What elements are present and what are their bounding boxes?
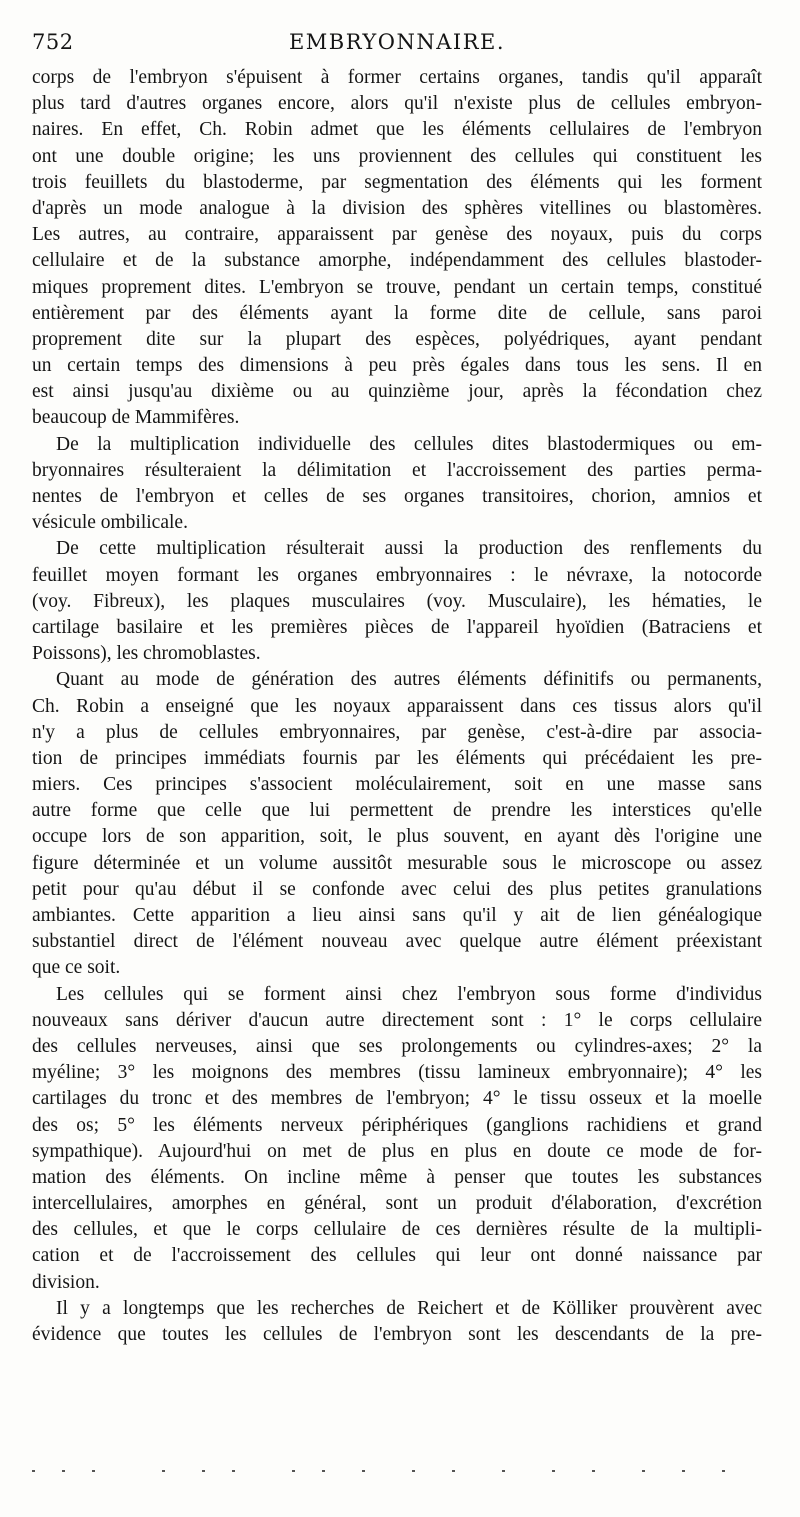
text-line: proprement dite sur la plupart des espèces, polyédriques, ayant pendant [32, 328, 762, 350]
scan-dot [92, 1470, 95, 1472]
text-line: (voy. Fibreux), les plaques musculaires (voy. Musculaire), les hématies, le [32, 590, 762, 612]
text-line: ambiantes. Cette apparition a lieu ainsi sans qu'il y ait de lien généalogique [32, 905, 762, 926]
text-line: miques proprement dites. L'embryon se trouve, pendant un certain temps, constitué [32, 276, 762, 298]
text-line: De cette multiplication résulterait aussi la production des renflements du [56, 538, 762, 560]
text-line: des cellules nerveuses, ainsi que ses prolongements ou cylindres-axes; 2° la [32, 1035, 762, 1057]
text-line: intercellulaires, amorphes en général, sont un produit d'élaboration, d'excrétion [32, 1193, 762, 1215]
text-line: Les autres, au contraire, apparaissent par genèse des noyaux, puis du corps [32, 224, 762, 246]
text-line: Les cellules qui se forment ainsi chez l'embryon sous forme d'individus [56, 983, 762, 1005]
text-line: substantiel direct de l'élément nouveau avec quelque autre élément préexistant [32, 931, 762, 953]
text-line: des cellules, et que le corps cellulaire de ces dernières résulte de la multipli- [32, 1219, 762, 1241]
text-line: Poissons), les chromoblastes. [32, 643, 261, 665]
text-line: ont une double origine; les uns proviennent des cellules qui constituent les [32, 145, 762, 167]
scan-dot [32, 1470, 35, 1472]
page-header [32, 30, 762, 60]
text-line: autre forme que celle que lui permettent de prendre les interstices qu'elle [32, 800, 762, 822]
text-line: mation des éléments. On incline même à penser que toutes les substances [32, 1166, 762, 1188]
body-text [32, 65, 762, 1348]
scan-dot [322, 1470, 325, 1472]
text-line: Quant au mode de génération des autres éléments définitifs ou permanents, [56, 669, 762, 691]
scan-dot [292, 1470, 295, 1472]
text-line: petit pour qu'au début il se confonde avec celui des plus petites granulations [32, 878, 762, 900]
scan-dot [202, 1470, 205, 1472]
scan-dot [62, 1470, 65, 1472]
running-title: EMBRYONNAIRE. [288, 30, 506, 54]
scan-dot [232, 1470, 235, 1472]
text-line: corps de l'embryon s'épuisent à former certains organes, tandis qu'il apparaît [32, 67, 762, 88]
scan-dot [722, 1470, 725, 1472]
text-line: un certain temps des dimensions à peu près égales dans tous les sens. Il en [32, 355, 762, 377]
text-line: myéline; 3° les moignons des membres (tissu lamineux embryonnaire); 4° les [32, 1062, 762, 1084]
text-line: cartilages du tronc et des membres de l'embryon; 4° le tissu osseux et la moelle [32, 1088, 762, 1110]
text-line: des os; 5° les éléments nerveux périphériques (ganglions rachidiens et grand [32, 1114, 762, 1136]
text-line: plus tard d'autres organes encore, alors qu'il n'existe plus de cellules embryon- [32, 93, 762, 115]
scan-dot [592, 1470, 595, 1472]
footer-dots [32, 1470, 762, 1480]
scan-dot [552, 1470, 555, 1472]
text-line: miers. Ces principes s'associent moléculairement, soit en une masse sans [32, 774, 762, 796]
scan-dot [642, 1470, 645, 1472]
text-line: cellulaire et de la substance amorphe, indépendamment des cellules blastoder- [32, 250, 762, 272]
scan-dot [502, 1470, 505, 1472]
text-line: De la multiplication individuelle des cellules dites blastodermiques ou em- [56, 433, 762, 455]
text-line: entièrement par des éléments ayant la forme dite de cellule, sans paroi [32, 302, 762, 324]
text-line: feuillet moyen formant les organes embryonnaires : le névraxe, la notocorde [32, 564, 762, 586]
text-line: cation et de l'accroissement des cellules qui leur ont donné naissance par [32, 1245, 762, 1267]
text-line: nouveaux sans dériver d'aucun autre directement sont : 1° le corps cellulaire [32, 1009, 762, 1031]
text-line: nentes de l'embryon et celles de ses organes transitoires, chorion, amnios et [32, 486, 762, 507]
text-line: vésicule ombilicale. [32, 512, 188, 534]
scan-dot [452, 1470, 455, 1472]
text-line: cartilage basilaire et les premières pièces de l'appareil hyoïdien (Batraciens et [32, 616, 762, 638]
text-line: d'après un mode analogue à la division des sphères vitellines ou blastomères. [32, 197, 762, 219]
text-line: beaucoup de Mammifères. [32, 407, 240, 429]
text-line: n'y a plus de cellules embryonnaires, par genèse, c'est-à-dire par associa- [32, 721, 762, 743]
text-line: sympathique). Aujourd'hui on met de plus en plus en doute ce mode de for- [32, 1140, 762, 1162]
scan-dot [362, 1470, 365, 1472]
text-line: occupe lors de son apparition, soit, le plus souvent, en ayant dès l'origine une [32, 826, 762, 848]
scan-dot [412, 1470, 415, 1472]
text-line: figure déterminée et un volume aussitôt mesurable sous le microscope ou assez [32, 852, 762, 874]
text-line: Il y a longtemps que les recherches de Reichert et de Kölliker prouvèrent avec [56, 1297, 762, 1319]
text-line: division. [32, 1271, 100, 1293]
text-line: que ce soit. [32, 957, 121, 979]
text-line: bryonnaires résulteraient la délimitation et l'accroissement des parties perma- [32, 459, 762, 481]
scan-dot [682, 1470, 685, 1472]
text-line: naires. En effet, Ch. Robin admet que les éléments cellulaires de l'embryon [32, 119, 762, 141]
text-line: tion de principes immédiats fournis par les éléments qui précédaient les pre- [32, 747, 762, 769]
text-line: est ainsi jusqu'au dixième ou au quinzième jour, après la fécondation chez [32, 381, 762, 403]
text-line: évidence que toutes les cellules de l'embryon sont les descendants de la pre- [32, 1324, 762, 1345]
text-line: Ch. Robin a enseigné que les noyaux apparaissent dans ces tissus alors qu'il [32, 695, 762, 717]
text-line: trois feuillets du blastoderme, par segmentation des éléments qui les forment [32, 171, 762, 193]
page-number: 752 [32, 30, 74, 54]
scan-dot [162, 1470, 165, 1472]
